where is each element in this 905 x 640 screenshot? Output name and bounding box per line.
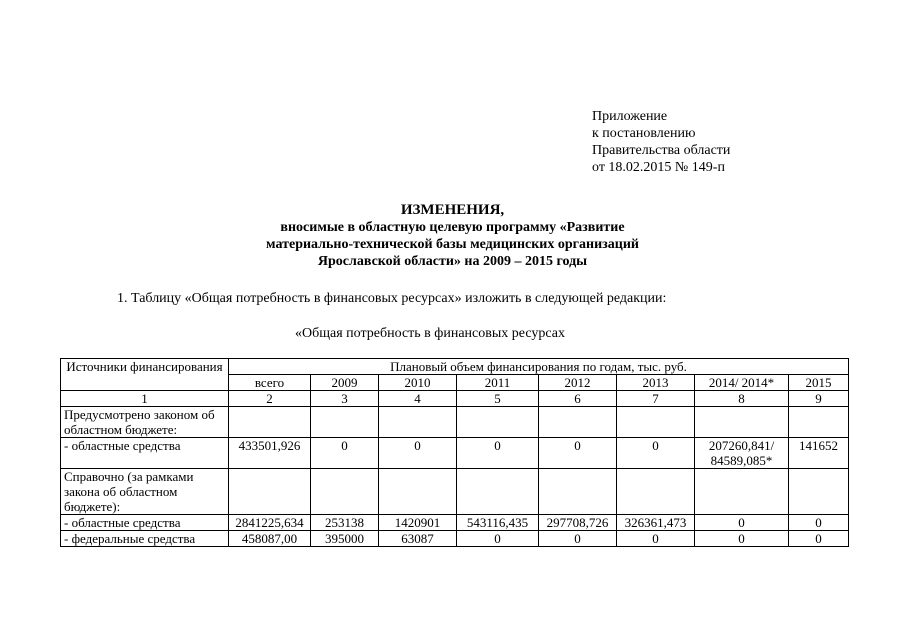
table-number-row — [61, 391, 849, 407]
table-cell: 0 — [311, 438, 379, 469]
col-number: 8 — [695, 391, 789, 407]
table-cell — [789, 407, 849, 438]
table-cell: 63087 — [379, 531, 457, 547]
appendix-block — [592, 108, 730, 176]
table-cell — [457, 469, 539, 515]
table-cell: 0 — [617, 438, 695, 469]
table-cell: 253138 — [311, 515, 379, 531]
table-cell — [457, 407, 539, 438]
col-number: 6 — [539, 391, 617, 407]
header-col: всего — [229, 375, 311, 391]
col-number: 2 — [229, 391, 311, 407]
title-main: ИЗМЕНЕНИЯ, — [400, 202, 505, 218]
header-col: 2013 — [617, 375, 695, 391]
table-cell — [617, 469, 695, 515]
table-cell — [539, 469, 617, 515]
title-line: Ярославской области» на 2009 – 2015 годы — [317, 254, 588, 269]
row-label: - федеральные средства — [61, 531, 229, 547]
table-cell: 433501,926 — [229, 438, 311, 469]
table-cell: 0 — [379, 438, 457, 469]
instruction-paragraph: 1. Таблицу «Общая потребность в финансовых ресурсах» изложить в следующей редакции: — [117, 291, 667, 306]
table-cell: 543116,435 — [457, 515, 539, 531]
table-cell: 0 — [789, 531, 849, 547]
table-cell: 0 — [695, 515, 789, 531]
document-title — [0, 202, 905, 270]
col-number: 4 — [379, 391, 457, 407]
table-row — [61, 407, 849, 438]
col-number: 9 — [789, 391, 849, 407]
table-cell — [539, 407, 617, 438]
table-cell — [229, 469, 311, 515]
table-caption: «Общая потребность в финансовых ресурсах — [295, 326, 565, 341]
table-cell: 207260,841/ 84589,085* — [695, 438, 789, 469]
header-col: 2011 — [457, 375, 539, 391]
header-col: 2010 — [379, 375, 457, 391]
row-label: Справочно (за рамками закона об областном бюджете): — [61, 469, 229, 515]
table-cell: 0 — [617, 531, 695, 547]
table-row — [61, 515, 849, 531]
col-number: 7 — [617, 391, 695, 407]
title-line: материально-технической базы медицинских организаций — [266, 237, 639, 252]
row-label: Предусмотрено законом об областном бюджете: — [61, 407, 229, 438]
appendix-line: к постановлению — [592, 126, 696, 141]
header-source: Источники финансирования — [61, 359, 229, 391]
row-label: - областные средства — [61, 438, 229, 469]
table-cell — [789, 469, 849, 515]
title-line: вносимые в областную целевую программу «Развитие — [280, 220, 625, 235]
table-cell: 0 — [695, 531, 789, 547]
appendix-line: Приложение — [592, 109, 668, 124]
table-cell — [311, 407, 379, 438]
table-cell: 0 — [457, 438, 539, 469]
table-cell: 326361,473 — [617, 515, 695, 531]
table-cell: 141652 — [789, 438, 849, 469]
table-row — [61, 531, 849, 547]
table-cell: 0 — [539, 531, 617, 547]
table-cell: 0 — [789, 515, 849, 531]
table-cell — [695, 407, 789, 438]
col-number: 3 — [311, 391, 379, 407]
table-cell — [379, 407, 457, 438]
table-cell: 458087,00 — [229, 531, 311, 547]
header-col: 2012 — [539, 375, 617, 391]
col-number: 1 — [61, 391, 229, 407]
table-cell: 0 — [457, 531, 539, 547]
header-col: 2009 — [311, 375, 379, 391]
appendix-line: Правительства области — [592, 143, 731, 158]
table-row — [61, 438, 849, 469]
financing-table — [60, 358, 849, 547]
table-cell — [617, 407, 695, 438]
table-row — [61, 469, 849, 515]
table-cell: 0 — [539, 438, 617, 469]
table-cell: 2841225,634 — [229, 515, 311, 531]
table-cell — [311, 469, 379, 515]
table-cell: 395000 — [311, 531, 379, 547]
header-col: 2014/ 2014* — [695, 375, 789, 391]
appendix-line: от 18.02.2015 № 149-п — [592, 160, 725, 175]
table-cell — [695, 469, 789, 515]
table-cell: 1420901 — [379, 515, 457, 531]
table-cell — [379, 469, 457, 515]
table-cell: 297708,726 — [539, 515, 617, 531]
table-cell — [229, 407, 311, 438]
table-header-row — [61, 359, 849, 375]
col-number: 5 — [457, 391, 539, 407]
header-plan: Плановый объем финансирования по годам, тыс. руб. — [229, 359, 849, 375]
header-col: 2015 — [789, 375, 849, 391]
row-label: - областные средства — [61, 515, 229, 531]
